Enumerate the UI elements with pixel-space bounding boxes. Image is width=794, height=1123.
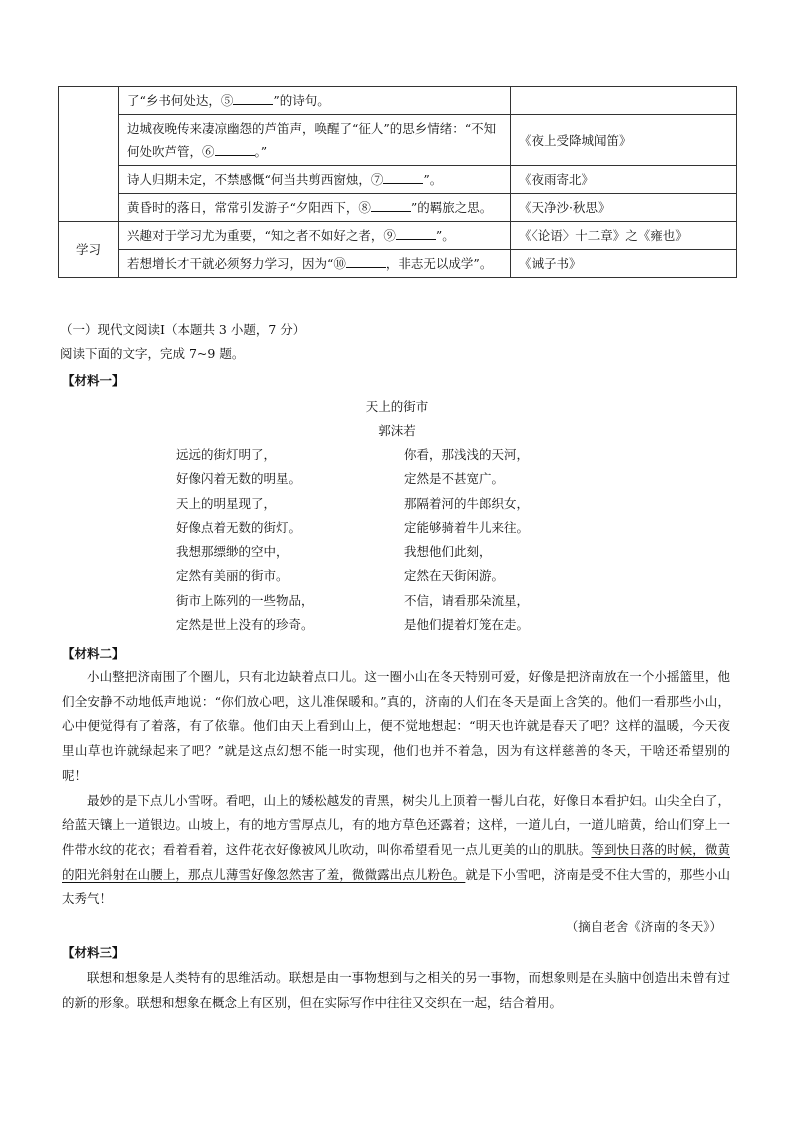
material-3-label: 【材料三】 [62,945,125,960]
blank-line[interactable] [396,225,436,240]
blank-marker: ⑤ [220,93,234,108]
poem-line: 好像点着无数的街灯。 [176,519,302,535]
table-row [59,87,737,115]
fill-in-table [58,86,737,278]
quote-text: ”。 [423,172,443,187]
category-cell [59,87,119,222]
poem-line: 不信，请看那朵流星， [404,592,530,608]
paragraph-text: 就是下小雪吧，济南是受不住大雪的，那些小山太秀气！ [62,866,730,907]
quote-cell [119,115,511,166]
paragraph-text: 最妙的是下点儿小雪呀。看吧，山上的矮松越发的青黑，树尖儿上顶着一髻儿白花，好像日本看护妇。山尖全白了，给蓝天镶上一道银边。山坡上，有的地方雪厚点儿，有的地方草色还露着；这样，一道儿白，一道儿暗黄，给山们穿上一件带水纹的花衣；看着看着，这件花衣好像被风儿吹动，叫你希望看见一点儿更美的山的肌肤。 [62,792,730,857]
poem-line: 你看，那浅浅的天河， [404,447,530,462]
blank-line[interactable] [346,253,386,268]
source-cell: 《天净沙·秋思》 [511,194,737,222]
table-row [59,222,737,250]
poem-line: 我想那缥缈的空中， [176,544,289,560]
poem-line: 是他们提着灯笼在走。 [404,617,530,633]
quote-text: 兴趣对于学习尤为重要，“知之者不如好之者， [127,228,384,243]
poem-line: 定然在天街闲游。 [404,568,505,584]
material-2-source: （摘自老舍《济南的冬天》） [565,919,722,934]
blank-line[interactable] [233,90,273,105]
poem-line: 我想他们此刻， [404,544,492,560]
blank-line[interactable] [215,141,255,156]
poem-title: 天上的街市 [365,399,429,414]
quote-text: ”的羁旅之思。 [410,200,493,215]
quote-cell [119,87,511,115]
blank-marker: ⑥ [202,144,215,159]
quote-text: ，非志无以成学”。 [385,256,493,271]
quote-cell [119,166,511,194]
underlined-sentence: 等到快日落的时候，微黄的阳光斜射在山腰上，那点儿薄雪好像忽然害了羞，微微露出点儿粉色。 [62,841,730,882]
poem-line: 那隔着河的牛郎织女， [404,495,530,511]
source-cell: 《夜雨寄北》 [511,166,737,194]
table-row [59,166,737,194]
poem-line: 定然是世上没有的珍奇。 [176,617,314,633]
section-title: （一）现代文阅读Ⅰ（本题共 3 小题，7 分） [60,322,306,337]
poem-left-stanzas [176,443,314,637]
paragraph: 小山整把济南围了个圈儿，只有北边缺着点口儿。这一圈小山在冬天特别可爱，好像是把济南放在一个小摇篮里，他们全安静不动地低声地说：“你们放心吧，这儿准保暖和。”真的，济南的人们在冬天是面上含笑的。他们一看那些小山，心中便觉得有了着落，有了依靠。他们由天上看到山上，便不觉地想起：“明天也许就是春天了吧？这样的温暖，今天夜里山草也许就绿起来了吧？”就是这点幻想不能一时实现，他们也并不着急，因为有这样慈善的冬天，干啥还希望别的呢！ [62,669,730,783]
poem-line: 定然有美丽的街市。 [176,568,289,584]
paragraph: 联想和想象是人类特有的思维活动。联想是由一事物想到与之相关的另一事物，而想象则是在头脑中创造出未曾有过的新的形象。联想和想象在概念上有区别，但在实际写作中往往又交织在一起，结合着用。 [62,970,730,1010]
table-row [59,250,737,278]
poem-line: 好像闪着无数的明星。 [176,471,302,487]
material-3-text [62,966,730,1015]
poem-line: 定然是不甚宽广。 [404,471,505,487]
blank-marker: ⑦ [370,172,384,187]
blank-marker: ⑧ [358,200,371,215]
source-cell: 《诫子书》 [511,250,737,278]
category-cell: 学习 [59,222,119,278]
quote-text: 。” [254,144,268,159]
quote-text: 黄昏时的落日，常常引发游子“夕阳西下， [127,200,359,215]
blank-marker: ⑩ [333,256,346,271]
blank-marker: ⑨ [383,228,396,243]
quote-cell [119,222,511,250]
material-1-label: 【材料一】 [62,373,125,388]
quote-cell [119,194,511,222]
material-2-text [62,665,730,912]
poem-right-stanzas [404,443,529,637]
quote-text: 边城夜晚传来凄凉幽怨的芦笛声，唤醒了“征人”的思乡情绪：“不知何处吹芦管， [127,121,497,159]
poem-line: 定能够骑着牛儿来往。 [404,519,530,535]
quote-text: 诗人归期未定，不禁感慨“何当共剪西窗烛， [127,172,371,187]
poem-line: 街市上陈列的一些物品， [176,592,314,608]
blank-line[interactable] [383,169,423,184]
source-cell: 《〈论语〉十二章》之《雍也》 [511,222,737,250]
blank-line[interactable] [371,197,411,212]
quote-text: 若想增长才干就必须努力学习，因为“ [127,256,334,271]
section-instruction: 阅读下面的文字，完成 7~9 题。 [60,346,245,361]
source-cell [511,87,737,115]
material-2-label: 【材料二】 [62,646,125,661]
quote-text: 了“乡书何处达， [127,93,221,108]
poem-line: 远远的街灯明了， [176,447,277,462]
quote-text: ”。 [435,228,455,243]
poem-author: 郭沫若 [378,423,416,438]
table-row [59,194,737,222]
table-row [59,115,737,166]
paragraph [62,789,730,913]
quote-cell [119,250,511,278]
poem-line: 天上的明星现了， [176,495,277,511]
source-cell: 《夜上受降城闻笛》 [511,115,737,166]
quote-text: ”的诗句。 [273,93,330,108]
